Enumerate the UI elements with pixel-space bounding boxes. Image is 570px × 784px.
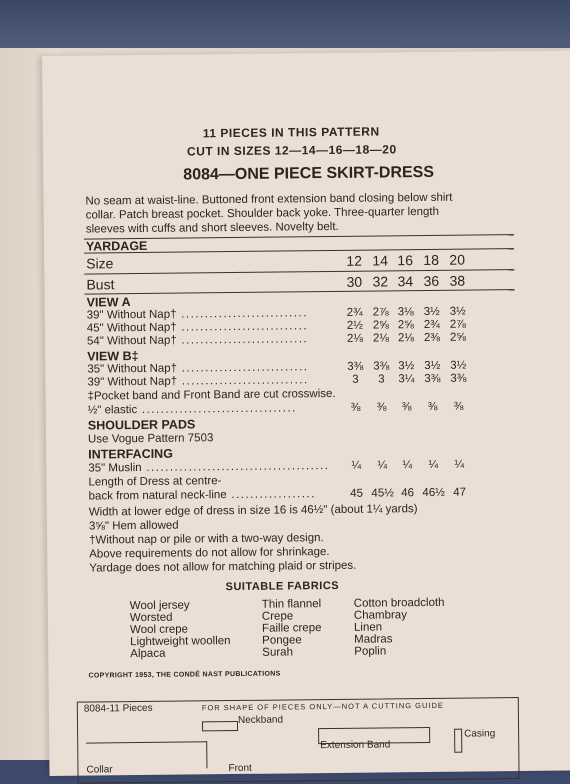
yardage-value: 3½ [398, 360, 415, 373]
yardage-value: 3 [378, 373, 385, 386]
neckband-label: Neckband [237, 714, 284, 726]
yardage-row: 39" Without Nap† ........................... [87, 374, 309, 389]
note-line: Yardage does not allow for matching plaid or stripes. [89, 559, 357, 575]
row-label: 39" Without Nap† [86, 308, 177, 322]
yardage-value: ¼ [402, 459, 413, 472]
note-line: Width at lower edge of dress in size 16 is 46½" (about 1¼ yards) [88, 503, 418, 519]
note-line: Above requirements do not allow for shrinkage. [89, 546, 330, 561]
fabric-item: Crepe [261, 610, 294, 623]
row-label: 45" Without Nap† [86, 321, 177, 335]
length-value: 46 [401, 487, 415, 500]
yardage-value: ⅜ [453, 400, 464, 413]
fabric-item: Poplin [354, 645, 387, 658]
pieces-guide [77, 697, 520, 784]
description-line: collar. Patch breast pocket. Shoulder back yoke. Three-quarter length [85, 205, 440, 222]
neckband-piece [202, 721, 238, 731]
yardage-value: 3⅜ [373, 360, 390, 373]
fabric-item: Thin flannel [261, 598, 322, 611]
yardage-row: 54" Without Nap† ........................... [86, 333, 309, 348]
bust-label: Bust [86, 276, 115, 293]
yardage-value: 2⅝ [372, 319, 389, 332]
yardage-row: back from natural neck-line .................. [88, 488, 316, 503]
note-line: 3⅝" Hem allowed [88, 519, 179, 533]
description-line: sleeves with cuffs and short sleeves. Novelty belt. [85, 220, 339, 236]
row-label: back from natural neck-line [88, 489, 227, 503]
fabric-item: Lightweight woollen [130, 635, 231, 649]
fabric-item: Cotton broadcloth [353, 596, 445, 610]
fabric-column-3 [354, 597, 445, 658]
length-value: 47 [453, 486, 467, 499]
row-label: ½" elastic [87, 404, 138, 417]
yardage-value: 3 [352, 373, 359, 386]
extension-band-label: Extension Band [320, 739, 391, 752]
view-b-heading: VIEW B‡ [87, 349, 139, 364]
yardage-value: ⅜ [427, 400, 438, 413]
fabric-column-2 [262, 598, 322, 659]
fabric-item: Alpaca [130, 647, 166, 661]
fabric-item: Wool jersey [129, 599, 190, 613]
size-value: 20 [449, 251, 466, 268]
pieces-count: 11 PIECES IN THIS PATTERN [202, 124, 380, 141]
fabric-item: Madras [354, 633, 393, 646]
bust-value: 36 [423, 272, 440, 290]
yardage-value: 2⅛ [372, 332, 390, 345]
yardage-value: 2⅛ [346, 332, 364, 345]
yardage-value: ⅜ [376, 401, 387, 414]
yardage-value: 2⅝ [449, 331, 467, 344]
fabrics-heading: SUITABLE FABRICS [225, 579, 340, 594]
bust-value: 38 [449, 272, 466, 289]
yardage-value: ⅜ [350, 401, 361, 414]
fabric-item: Faille crepe [261, 622, 322, 635]
note-line: †Without nap or pile or with a two-way design. [89, 532, 324, 547]
row-label: 54" Without Nap† [86, 334, 177, 348]
fabric-item: Chambray [353, 609, 408, 622]
description-line: No seam at waist-line. Buttoned front extension band closing below shirt [85, 191, 453, 208]
shoulder-pads-heading: SHOULDER PADS [87, 417, 196, 433]
yardage-row: 35" Muslin ....................................... [88, 460, 330, 475]
shoulder-pads-text: Use Vogue Pattern 7503 [87, 432, 214, 446]
fabric-column-1 [130, 599, 231, 660]
fabric-item: Linen [353, 621, 383, 634]
yardage-value: 3⅛ [397, 306, 414, 319]
casing-label: Casing [464, 728, 496, 740]
guide-pieces-label: 8084-11 Pieces [83, 702, 153, 715]
size-value: 16 [397, 252, 414, 269]
length-value: 45 [350, 487, 364, 500]
size-value: 14 [372, 252, 389, 269]
row-label: 35" Without Nap† [87, 362, 178, 376]
yardage-row: 35" Without Nap† ........................... [87, 361, 309, 376]
yardage-value: 3½ [423, 305, 440, 319]
yardage-value: 2⅞ [449, 318, 466, 331]
view-a-heading: VIEW A [86, 295, 131, 310]
casing-piece [454, 729, 462, 753]
yardage-value: 3½ [450, 359, 467, 372]
yardage-value: 3⅜ [347, 360, 364, 373]
cut-sizes: CUT IN SIZES 12—14—16—18—20 [186, 142, 397, 159]
yardage-value: ¼ [351, 459, 362, 472]
fabric-item: Worsted [129, 611, 173, 625]
bust-value: 34 [397, 273, 414, 290]
pattern-title: 8084—ONE PIECE SKIRT-DRESS [183, 163, 435, 184]
size-value: 12 [346, 252, 363, 269]
collar-label: Collar [86, 764, 113, 776]
yardage-value: 2¾ [346, 306, 363, 319]
yardage-value: 2⅝ [397, 319, 414, 332]
yardage-value: 3¼ [398, 373, 415, 386]
fabric-item: Wool crepe [129, 623, 189, 637]
yardage-row: 39" Without Nap† ........................... [86, 307, 308, 322]
guide-heading: FOR SHAPE OF PIECES ONLY—NOT A CUTTING GUIDE [201, 700, 444, 713]
fabric-item: Pongee [262, 634, 302, 647]
yardage-value: 2⅛ [397, 332, 415, 345]
size-label: Size [86, 255, 114, 272]
yardage-row: 45" Without Nap† ........................... [86, 320, 309, 335]
yardage-value: 2½ [346, 319, 363, 332]
yardage-value: 3⅜ [424, 372, 441, 386]
crosswise-note: ‡Pocket band and Front Band are cut crosswise. [87, 387, 336, 403]
yardage-value: 2¾ [423, 318, 440, 332]
divider [84, 289, 514, 295]
interfacing-heading: INTERFACING [88, 446, 173, 462]
yardage-value: ⅜ [401, 401, 412, 414]
length-value: 45½ [371, 487, 394, 500]
yardage-value: 3½ [424, 359, 441, 373]
copyright: COPYRIGHT 1953, THE CONDÉ NAST PUBLICATIONS [88, 670, 281, 680]
yardage-value: 3⅜ [450, 372, 467, 385]
yardage-value: ¼ [454, 458, 465, 471]
row-label: 39" Without Nap† [87, 375, 178, 389]
yardage-heading: YARDAGE [85, 238, 148, 254]
bust-value: 30 [346, 273, 363, 290]
yardage-value: ¼ [428, 458, 439, 471]
size-value: 18 [423, 251, 440, 269]
yardage-value: 3½ [449, 305, 466, 318]
pattern-sheet [42, 50, 570, 776]
length-value: 46½ [422, 486, 445, 500]
row-label: 35" Muslin [88, 461, 142, 475]
length-line: Length of Dress at centre- [88, 475, 222, 489]
fabric-item: Surah [262, 646, 294, 659]
front-label: Front [228, 762, 252, 775]
bust-value: 32 [372, 273, 389, 290]
yardage-value: ¼ [377, 459, 388, 472]
yardage-value: 2⅞ [372, 306, 389, 319]
yardage-row: ½" elastic ................................. [87, 402, 297, 417]
yardage-value: 2⅜ [423, 331, 441, 345]
